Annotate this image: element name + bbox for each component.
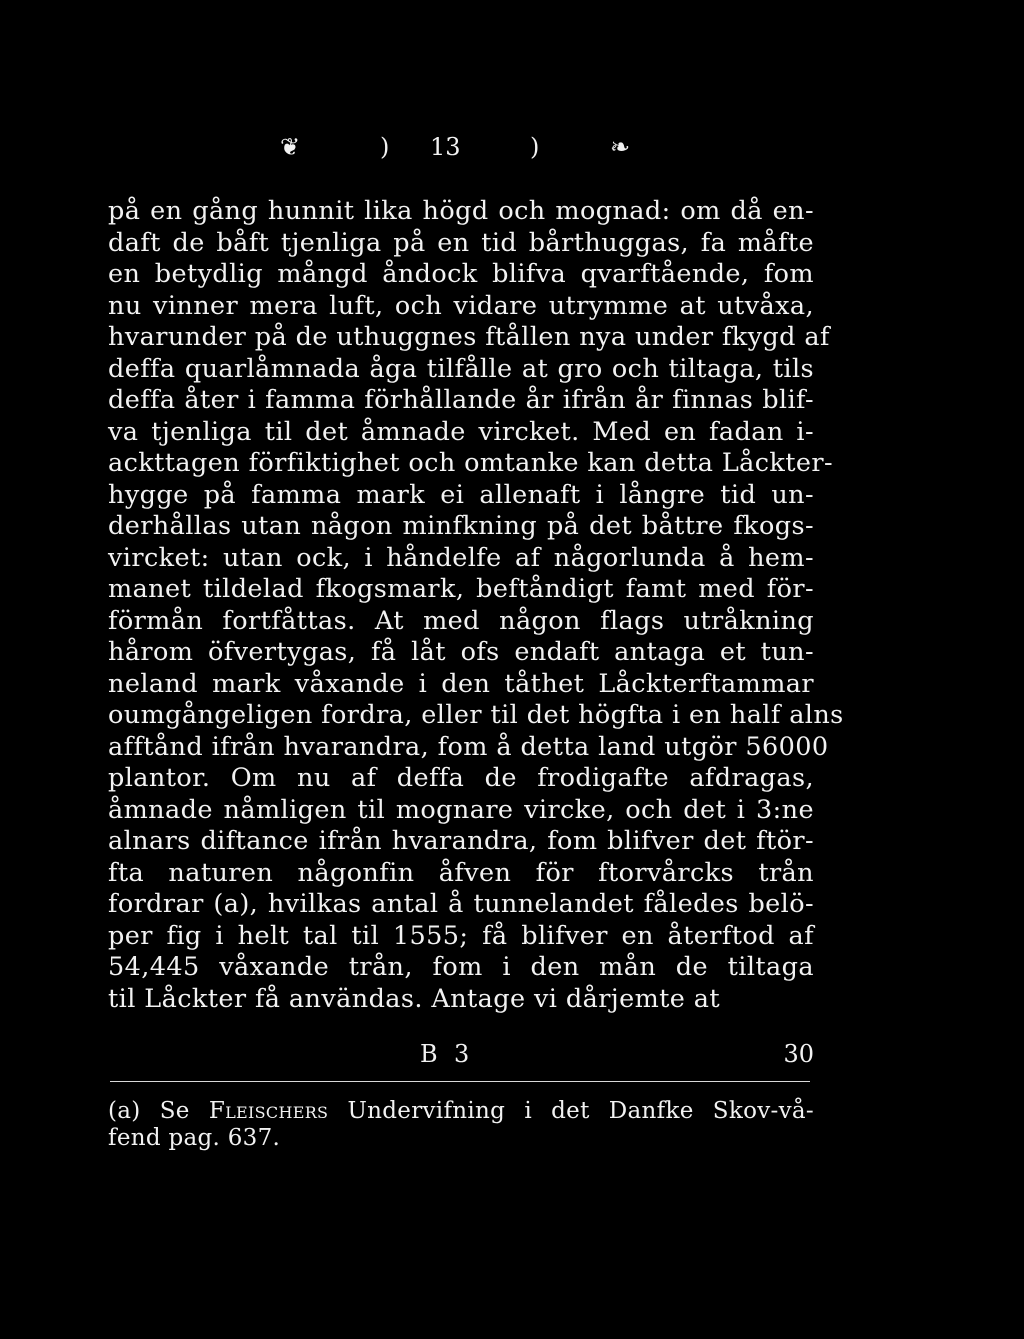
text-line: afftånd ifrån hvarandra, fom å detta land utgör 56000	[108, 731, 829, 762]
ornament-left-icon: ❦	[280, 133, 301, 161]
footnote-line	[108, 1098, 814, 1125]
signature-number: 3	[454, 1040, 470, 1068]
body-text	[108, 196, 844, 1015]
text-line: per fig i helt tal til 1555; få blifver en återftod af	[108, 920, 814, 951]
text-line: vircket: utan ock, i håndelfe af någorlunda å hem-	[108, 542, 814, 573]
text-line: til Låckter få användas. Antage vi dårjemte at	[108, 983, 721, 1014]
page-number: 13	[430, 133, 461, 161]
catchword: 30	[783, 1040, 814, 1068]
text-line: neland mark våxande i den tåthet Låckterftammar	[108, 668, 814, 699]
text-line: 54,445 våxande trån, fom i den mån de tiltaga	[108, 952, 814, 982]
footnote-divider	[110, 1081, 810, 1083]
header-paren-left: )	[380, 133, 390, 161]
text-line: deffa quarlåmnada åga tilfålle at gro och tiltaga, tils	[108, 353, 814, 384]
text-line: förmån fortfåttas. At med någon flags utråkning	[108, 605, 814, 636]
footnote-author: Fleischers	[208, 1098, 329, 1124]
text-line: på en gång hunnit lika högd och mognad: om då en-	[108, 196, 814, 226]
text-line: nu vinner mera luft, och vidare utrymme at utvåxa,	[108, 290, 814, 321]
footnote-see: Se	[159, 1098, 190, 1124]
text-line: fordrar (a), hvilkas antal å tunnelandet fåledes belö-	[108, 889, 814, 919]
header-paren-right: )	[530, 133, 540, 161]
text-line: fta naturen någonfin åfven för ftorvårcks trån	[108, 857, 814, 888]
signature-mark: B	[420, 1040, 438, 1068]
running-header	[280, 133, 640, 173]
text-line: daft de båft tjenliga på en tid bårthuggas, fa måfte	[108, 227, 814, 258]
signature-line	[108, 1040, 814, 1072]
footnote	[108, 1098, 814, 1152]
text-line: va tjenliga til det åmnade vircket. Med en fadan i-	[108, 416, 814, 447]
footnote-line: fend pag. 637.	[108, 1125, 281, 1151]
footnote-marker: (a)	[108, 1098, 141, 1124]
text-line: åmnade nåmligen til mognare vircke, och det i 3:ne	[108, 794, 814, 825]
text-line: hvarunder på de uthuggnes ftållen nya under fkygd af	[108, 322, 830, 352]
ornament-right-icon: ❧	[610, 133, 631, 161]
text-line: en betydlig mångd åndock blifva qvarftående, fom	[108, 259, 814, 289]
text-line: alnars diftance ifrån hvarandra, fom blifver det ftör-	[108, 826, 814, 856]
text-line: deffa åter i famma förhållande år ifrån år finnas blif-	[108, 385, 814, 415]
footnote-text: Undervifning i det Danfke Skov-vå-	[347, 1098, 814, 1124]
text-line: manet tildelad fkogsmark, beftåndigt famt med för-	[108, 574, 814, 604]
text-line: oumgångeligen fordra, eller til det högfta i en half alns	[108, 700, 844, 730]
text-line: plantor. Om nu af deffa de frodigafte afdragas,	[108, 763, 814, 793]
text-line: hårom öfvertygas, få låt ofs endaft antaga et tun-	[108, 637, 814, 667]
text-line: hygge på famma mark ei allenaft i långre tid un-	[108, 479, 814, 510]
text-line: derhållas utan någon minfkning på det båttre fkogs-	[108, 511, 814, 541]
text-line: ackttagen förfiktighet och omtanke kan detta Låckter-	[108, 448, 834, 478]
